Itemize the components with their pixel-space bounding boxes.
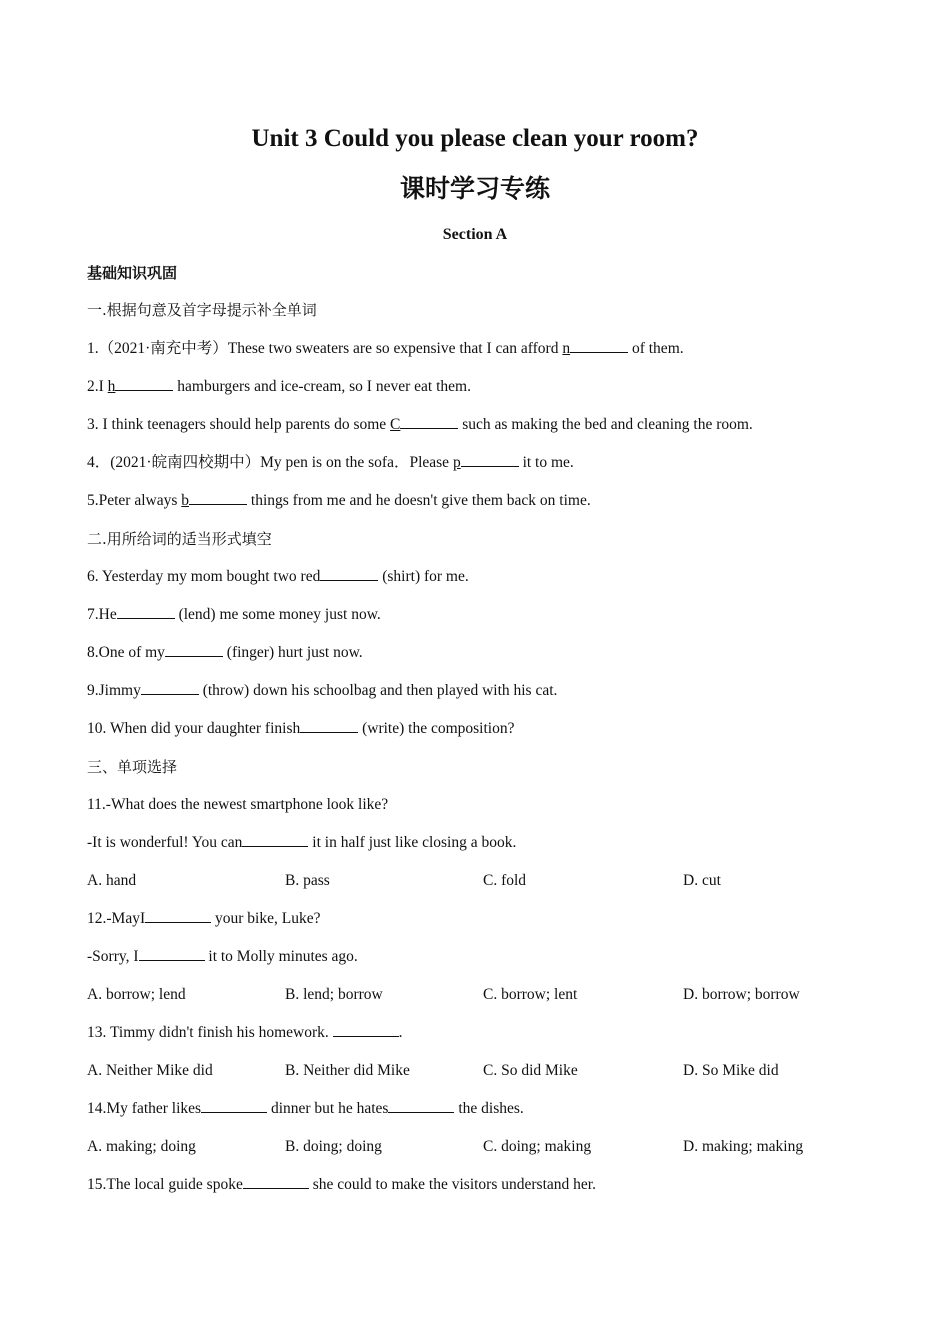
q5-text-end: things from me and he doesn't give them back on time. — [247, 492, 591, 509]
question-10 — [87, 718, 514, 740]
q5-blank[interactable] — [189, 490, 247, 505]
q15-blank[interactable] — [243, 1174, 309, 1189]
q7-text: 7.He — [87, 606, 117, 623]
q3-text-end: such as making the bed and cleaning the room. — [458, 416, 753, 433]
q13-text-end: . — [398, 1024, 403, 1041]
part-heading: 基础知识巩固 — [87, 264, 178, 282]
q4-text: 4．(2021·皖南四校期中）My pen is on the sofa．Please — [87, 454, 453, 471]
q15-text-end: she could to make the visitors understand her. — [308, 1176, 596, 1193]
q12-option-a[interactable]: A. borrow; lend — [87, 986, 186, 1003]
question-12 — [87, 908, 320, 930]
question-3 — [87, 414, 753, 436]
q1-letter: n — [562, 340, 571, 357]
q1-text-end: of them. — [628, 340, 684, 357]
question-7 — [87, 604, 381, 626]
page-subtitle: 课时学习专练 — [399, 174, 550, 203]
q8-text-end: (finger) hurt just now. — [222, 644, 363, 661]
q3-letter: C — [390, 416, 401, 433]
q12-text-end: your bike, Luke? — [211, 910, 321, 927]
question-8 — [87, 642, 363, 664]
q13-option-c[interactable]: C. So did Mike — [483, 1062, 578, 1079]
q13-blank[interactable] — [333, 1022, 399, 1037]
q10-text-end: (write) the composition? — [358, 720, 515, 737]
q11-text: -It is wonderful! You can — [87, 834, 243, 851]
q12-blank-2[interactable] — [139, 946, 205, 961]
q14-option-b[interactable]: B. doing; doing — [285, 1138, 382, 1155]
q14-blank-2[interactable] — [388, 1098, 454, 1113]
q11-option-c[interactable]: C. fold — [483, 872, 527, 889]
q14-blank-1[interactable] — [201, 1098, 267, 1113]
q7-blank[interactable] — [117, 604, 175, 619]
question-11-answer-line — [87, 832, 516, 854]
part1-heading: 一.根据句意及首字母提示补全单词 — [87, 301, 317, 319]
q12-option-c[interactable]: C. borrow; lent — [483, 986, 578, 1003]
q6-text: 6. Yesterday my mom bought two red — [87, 568, 321, 585]
q12-text-2-end: it to Molly minutes ago. — [204, 948, 358, 965]
part2-heading: 二.用所给词的适当形式填空 — [87, 530, 272, 548]
q12-option-d[interactable]: D. borrow; borrow — [683, 986, 800, 1003]
q6-blank[interactable] — [320, 566, 378, 581]
q13-text: 13. Timmy didn't finish his homework. — [87, 1024, 333, 1041]
question-4 — [87, 452, 574, 474]
q8-blank[interactable] — [165, 642, 223, 657]
q6-text-end: (shirt) for me. — [378, 568, 469, 585]
q10-blank[interactable] — [300, 718, 358, 733]
q10-text: 10. When did your daughter finish — [87, 720, 301, 737]
q1-blank[interactable] — [570, 338, 628, 353]
q5-text: 5.Peter always — [87, 492, 182, 509]
question-5 — [87, 490, 591, 512]
question-6 — [87, 566, 469, 588]
q15-text: 15.The local guide spoke — [87, 1176, 243, 1193]
question-2 — [87, 376, 471, 398]
q7-text-end: (lend) me some money just now. — [174, 606, 381, 623]
q14-text-end: the dishes. — [454, 1100, 524, 1117]
q12-text: 12.-MayI — [87, 910, 146, 927]
q11-option-d[interactable]: D. cut — [683, 872, 721, 889]
q2-blank[interactable] — [115, 376, 173, 391]
section-label: Section A — [442, 226, 508, 243]
question-1 — [87, 338, 684, 360]
question-13 — [87, 1022, 403, 1044]
q11-text-end: it in half just like closing a book. — [308, 834, 517, 851]
q9-text-end: (throw) down his schoolbag and then played with his cat. — [198, 682, 558, 699]
q11-option-b[interactable]: B. pass — [285, 872, 330, 889]
q9-blank[interactable] — [141, 680, 199, 695]
question-12-answer-line — [87, 946, 358, 968]
q3-blank[interactable] — [400, 414, 458, 429]
question-14 — [87, 1098, 524, 1120]
q12-text-2: -Sorry, I — [87, 948, 139, 965]
q13-option-a[interactable]: A. Neither Mike did — [87, 1062, 213, 1079]
q8-text: 8.One of my — [87, 644, 165, 661]
q11-option-a[interactable]: A. hand — [87, 872, 137, 889]
question-11: 11.-What does the newest smartphone look like? — [87, 796, 389, 813]
q12-option-b[interactable]: B. lend; borrow — [285, 986, 383, 1003]
q14-text-mid: dinner but he hates — [267, 1100, 389, 1117]
q14-option-a[interactable]: A. making; doing — [87, 1138, 196, 1155]
q14-option-c[interactable]: C. doing; making — [483, 1138, 592, 1155]
q2-text: 2.I — [87, 378, 108, 395]
q14-option-d[interactable]: D. making; making — [683, 1138, 804, 1155]
q12-blank-1[interactable] — [145, 908, 211, 923]
q4-letter: p — [452, 454, 461, 471]
question-9 — [87, 680, 557, 702]
q2-letter: h — [107, 378, 116, 395]
q3-text: 3. I think teenagers should help parents do some — [87, 416, 391, 433]
q13-option-b[interactable]: B. Neither did Mike — [285, 1062, 410, 1079]
q2-text-end: hamburgers and ice-cream, so I never eat them. — [173, 378, 471, 395]
q4-text-end: it to me. — [518, 454, 574, 471]
q4-blank[interactable] — [461, 452, 519, 467]
q9-text: 9.Jimmy — [87, 682, 141, 699]
part3-heading: 三、单项选择 — [87, 758, 178, 776]
q1-text: 1.（2021·南充中考）These two sweaters are so expensive that I can afford — [87, 340, 563, 357]
q13-option-d[interactable]: D. So Mike did — [683, 1062, 779, 1079]
q14-text: 14.My father likes — [87, 1100, 202, 1117]
page-title: Unit 3 Could you please clean your room? — [251, 125, 699, 152]
question-15 — [87, 1174, 596, 1196]
q11-blank[interactable] — [242, 832, 308, 847]
q5-letter: b — [181, 492, 190, 509]
